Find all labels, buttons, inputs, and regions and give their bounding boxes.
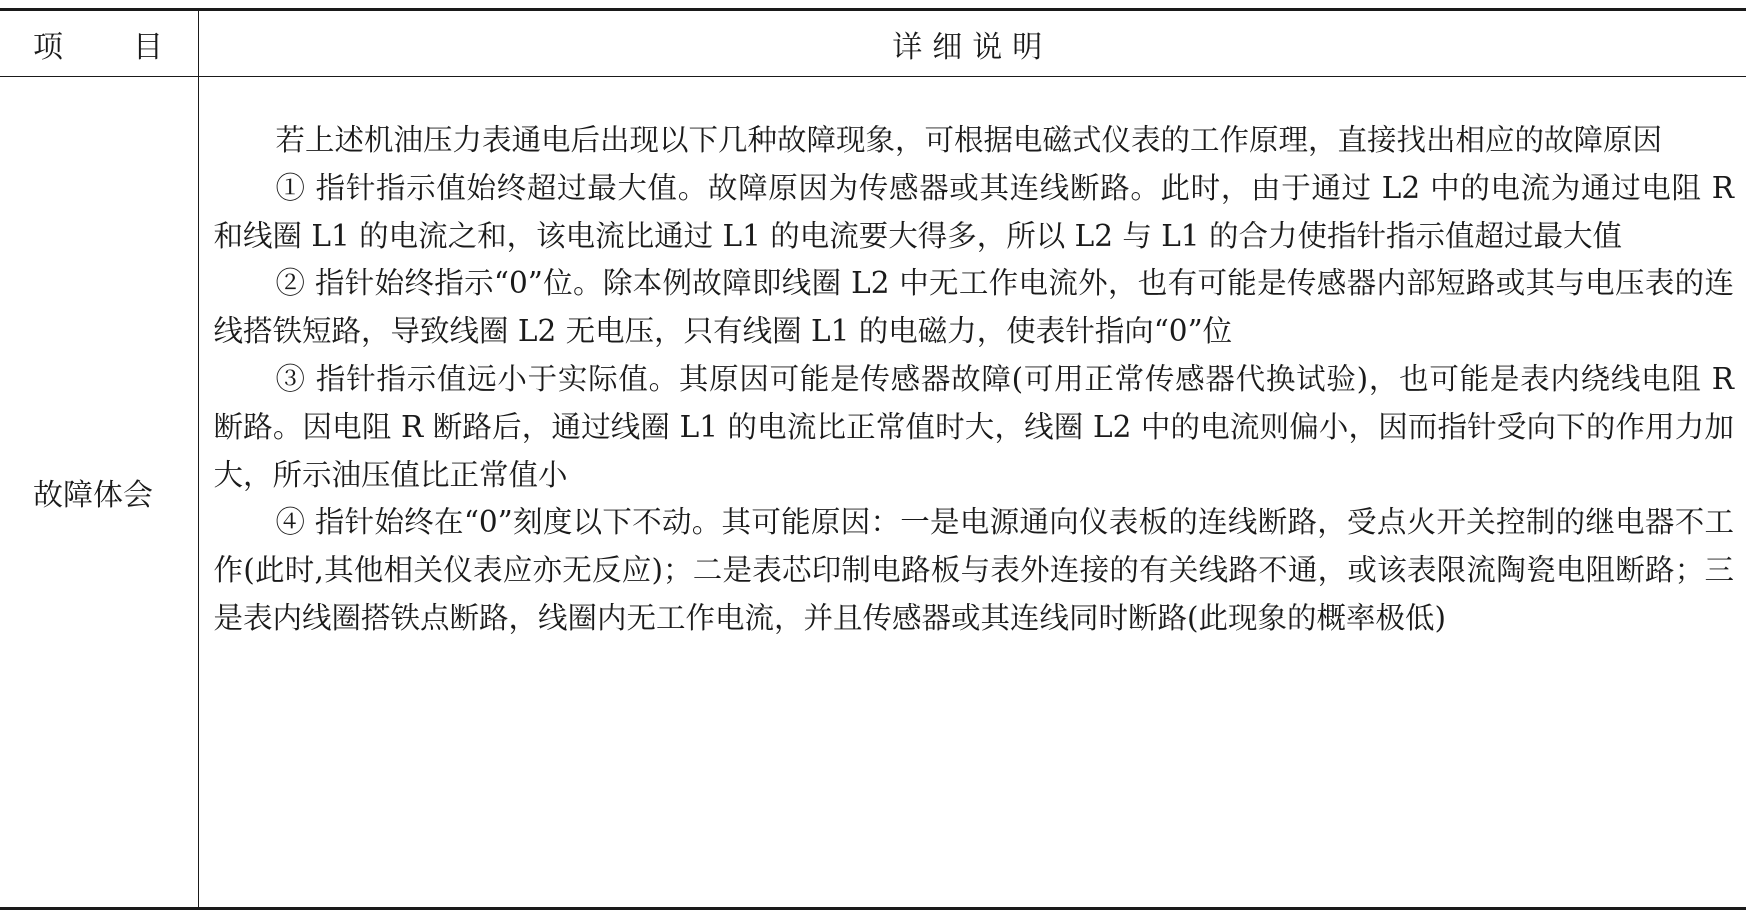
table-header-row xyxy=(0,10,1746,77)
header-item-cell xyxy=(0,10,198,77)
detail-text-block xyxy=(214,77,1735,643)
header-item-left: 项 xyxy=(33,29,63,65)
row-item-label: 故障体会 xyxy=(0,77,198,909)
table-row xyxy=(0,77,1746,909)
header-item-right: 目 xyxy=(133,29,163,65)
detail-paragraph-intro: 若上述机油压力表通电后出现以下几种故障现象，可根据电磁式仪表的工作原理，直接找出相应的故障原因 xyxy=(275,123,1662,157)
detail-paragraph-2: ② 指针始终指示“0”位。除本例故障即线圈 L2 中无工作电流外，也有可能是传感器内部短路或其与电压表的连线搭铁短路，导致线圈 L2 无电压，只有线圈 L1 的电磁力，使表针指向“0”位 xyxy=(213,266,1734,349)
detail-paragraph-4: ④ 指针始终在“0”刻度以下不动。其可能原因：一是电源通向仪表板的连线断路，受点火开关控制的继电器不工作(此时,其他相关仪表应亦无反应)；二是表芯印制电路板与表外连接的有关线路不通，或该表限流陶瓷电阻断路；三是表内线圈搭铁点断路，线圈内无工作电流，并且传感器或其连线同时断路(此现象的概率极低) xyxy=(213,505,1734,635)
fault-detail-table xyxy=(0,8,1746,910)
header-detail-cell: 详细说明 xyxy=(198,10,1746,77)
row-detail-cell xyxy=(198,77,1746,909)
detail-paragraph-3: ③ 指针指示值远小于实际值。其原因可能是传感器故障(可用正常传感器代换试验)，也可能是表内绕线电阻 R 断路。因电阻 R 断路后，通过线圈 L1 的电流比正常值时大，线圈 L2 中的电流则偏小，因而指针受向下的作用力加大，所示油压值比正常值小 xyxy=(213,361,1734,492)
detail-paragraph-1: ① 指针指示值始终超过最大值。故障原因为传感器或其连线断路。此时，由于通过 L2 中的电流为通过电阻 R 和线圈 L1 的电流之和，该电流比通过 L1 的电流要大得多，所以 L2 与 L1 的合力使指针指示值超过最大值 xyxy=(213,170,1734,253)
